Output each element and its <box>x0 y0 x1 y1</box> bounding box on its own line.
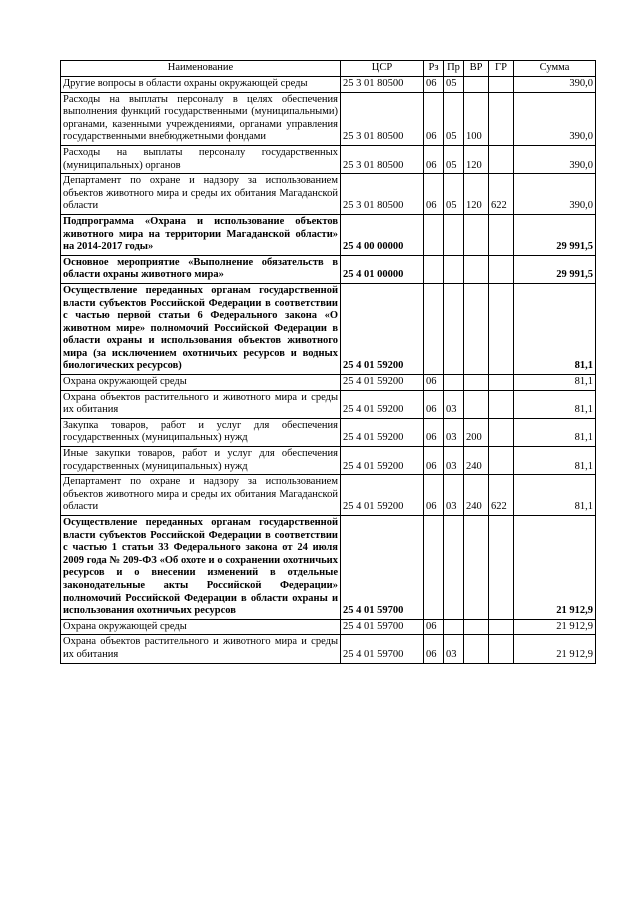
row-pr-cell: 05 <box>444 92 464 145</box>
row-csr-cell: 25 3 01 80500 <box>341 77 424 93</box>
row-sum-cell: 29 991,5 <box>514 255 596 283</box>
row-rz-cell: 06 <box>424 174 444 215</box>
header-gr: ГР <box>489 61 514 77</box>
row-pr-cell: 03 <box>444 447 464 475</box>
row-csr-cell: 25 4 01 59700 <box>341 516 424 620</box>
row-sum-cell: 390,0 <box>514 145 596 173</box>
row-csr-cell: 25 4 01 59200 <box>341 375 424 391</box>
row-name-cell: Расходы на выплаты персоналу государственных (муниципальных) органов <box>61 145 341 173</box>
row-name-cell: Осуществление переданных органам государственной власти субъектов Российской Федерации в соответствии с частью первой статьи 6 Федерального закона «О животном мире» полномочий Российской Федерации в области охраны и использования объектов животного мира (за исключением охотничьих ресурсов и водных биологических ресурсов) <box>61 283 341 374</box>
row-gr-cell: 622 <box>489 475 514 516</box>
row-sum-cell: 81,1 <box>514 475 596 516</box>
row-vr-cell: 240 <box>464 447 489 475</box>
row-vr-cell: 120 <box>464 174 489 215</box>
row-vr-cell <box>464 375 489 391</box>
header-pr: Пр <box>444 61 464 77</box>
row-csr-cell: 25 4 01 59200 <box>341 418 424 446</box>
row-pr-cell <box>444 214 464 255</box>
row-pr-cell <box>444 255 464 283</box>
table-header <box>61 61 596 77</box>
row-csr-cell: 25 4 01 59700 <box>341 619 424 635</box>
row-sum-cell: 29 991,5 <box>514 214 596 255</box>
row-sum-cell: 21 912,9 <box>514 619 596 635</box>
header-row <box>61 61 596 77</box>
row-rz-cell: 06 <box>424 447 444 475</box>
row-sum-cell: 81,1 <box>514 390 596 418</box>
row-gr-cell <box>489 375 514 391</box>
row-rz-cell <box>424 255 444 283</box>
row-sum-cell: 390,0 <box>514 174 596 215</box>
row-gr-cell <box>489 516 514 620</box>
row-gr-cell <box>489 418 514 446</box>
row-name-cell: Другие вопросы в области охраны окружающей среды <box>61 77 341 93</box>
row-pr-cell: 05 <box>444 77 464 93</box>
row-vr-cell <box>464 619 489 635</box>
row-csr-cell: 25 3 01 80500 <box>341 145 424 173</box>
row-gr-cell <box>489 619 514 635</box>
row-sum-cell: 81,1 <box>514 283 596 374</box>
row-rz-cell <box>424 516 444 620</box>
row-rz-cell: 06 <box>424 92 444 145</box>
row-vr-cell: 240 <box>464 475 489 516</box>
row-sum-cell: 21 912,9 <box>514 635 596 663</box>
row-gr-cell <box>489 447 514 475</box>
row-name-cell: Охрана окружающей среды <box>61 619 341 635</box>
row-csr-cell: 25 4 01 59200 <box>341 475 424 516</box>
row-rz-cell <box>424 283 444 374</box>
table-row <box>61 174 596 215</box>
row-pr-cell: 03 <box>444 635 464 663</box>
row-vr-cell <box>464 635 489 663</box>
header-name: Наименование <box>61 61 341 77</box>
row-name-cell: Осуществление переданных органам государственной власти субъектов Российской Федерации в соответствии с частью 1 статьи 33 Федерального закона от 24 июля 2009 года № 209-ФЗ «Об охоте и о сохранении охотничьих ресурсов и о внесении изменений в отдельные законодательные акты Российской Федерации» полномочий Российской Федерации в области охраны и использования охотничьих ресурсов <box>61 516 341 620</box>
row-sum-cell: 81,1 <box>514 375 596 391</box>
row-sum-cell: 390,0 <box>514 77 596 93</box>
row-rz-cell: 06 <box>424 145 444 173</box>
row-rz-cell: 06 <box>424 635 444 663</box>
budget-table <box>60 60 596 664</box>
table-row <box>61 619 596 635</box>
table-row <box>61 516 596 620</box>
row-vr-cell: 100 <box>464 92 489 145</box>
row-vr-cell: 200 <box>464 418 489 446</box>
row-pr-cell <box>444 516 464 620</box>
row-gr-cell <box>489 77 514 93</box>
row-sum-cell: 81,1 <box>514 418 596 446</box>
row-gr-cell <box>489 214 514 255</box>
row-vr-cell: 120 <box>464 145 489 173</box>
row-rz-cell: 06 <box>424 375 444 391</box>
table-row <box>61 418 596 446</box>
row-gr-cell <box>489 283 514 374</box>
row-rz-cell: 06 <box>424 418 444 446</box>
row-sum-cell: 21 912,9 <box>514 516 596 620</box>
row-csr-cell: 25 4 01 59200 <box>341 283 424 374</box>
row-rz-cell: 06 <box>424 390 444 418</box>
row-gr-cell <box>489 390 514 418</box>
row-pr-cell <box>444 375 464 391</box>
header-rz: Рз <box>424 61 444 77</box>
header-csr: ЦСР <box>341 61 424 77</box>
row-csr-cell: 25 4 00 00000 <box>341 214 424 255</box>
row-pr-cell: 05 <box>444 145 464 173</box>
row-pr-cell: 03 <box>444 475 464 516</box>
row-sum-cell: 81,1 <box>514 447 596 475</box>
row-vr-cell <box>464 214 489 255</box>
row-name-cell: Охрана окружающей среды <box>61 375 341 391</box>
row-pr-cell: 03 <box>444 390 464 418</box>
row-gr-cell <box>489 145 514 173</box>
row-name-cell: Закупка товаров, работ и услуг для обеспечения государственных (муниципальных) нужд <box>61 418 341 446</box>
row-csr-cell: 25 3 01 80500 <box>341 92 424 145</box>
table-row <box>61 475 596 516</box>
table-row <box>61 375 596 391</box>
row-name-cell: Иные закупки товаров, работ и услуг для обеспечения государственных (муниципальных) нужд <box>61 447 341 475</box>
row-pr-cell <box>444 619 464 635</box>
row-gr-cell: 622 <box>489 174 514 215</box>
table-row <box>61 255 596 283</box>
row-name-cell: Департамент по охране и надзору за использованием объектов животного мира и среды их обитания Магаданской области <box>61 174 341 215</box>
table-row <box>61 77 596 93</box>
row-vr-cell <box>464 255 489 283</box>
row-vr-cell <box>464 77 489 93</box>
row-name-cell: Основное мероприятие «Выполнение обязательств в области охраны животного мира» <box>61 255 341 283</box>
row-name-cell: Охрана объектов растительного и животного мира и среды их обитания <box>61 390 341 418</box>
row-gr-cell <box>489 635 514 663</box>
row-rz-cell <box>424 214 444 255</box>
row-csr-cell: 25 4 01 59200 <box>341 390 424 418</box>
row-pr-cell: 05 <box>444 174 464 215</box>
table-row <box>61 92 596 145</box>
row-rz-cell: 06 <box>424 619 444 635</box>
row-gr-cell <box>489 255 514 283</box>
row-csr-cell: 25 3 01 80500 <box>341 174 424 215</box>
row-csr-cell: 25 4 01 00000 <box>341 255 424 283</box>
row-vr-cell <box>464 283 489 374</box>
row-rz-cell: 06 <box>424 77 444 93</box>
table-row <box>61 283 596 374</box>
row-vr-cell <box>464 516 489 620</box>
row-sum-cell: 390,0 <box>514 92 596 145</box>
row-name-cell: Расходы на выплаты персоналу в целях обеспечения выполнения функций государственными (муниципальными) органами, казенными учреждениями, органами управления государственными внебюджетными фондами <box>61 92 341 145</box>
row-rz-cell: 06 <box>424 475 444 516</box>
table-body <box>61 77 596 664</box>
header-vr: ВР <box>464 61 489 77</box>
row-vr-cell <box>464 390 489 418</box>
header-sum: Сумма <box>514 61 596 77</box>
table-row <box>61 145 596 173</box>
table-row <box>61 447 596 475</box>
row-name-cell: Департамент по охране и надзору за использованием объектов животного мира и среды их обитания Магаданской области <box>61 475 341 516</box>
table-row <box>61 635 596 663</box>
row-pr-cell <box>444 283 464 374</box>
row-pr-cell: 03 <box>444 418 464 446</box>
row-gr-cell <box>489 92 514 145</box>
table-row <box>61 214 596 255</box>
row-name-cell: Охрана объектов растительного и животного мира и среды их обитания <box>61 635 341 663</box>
table-row <box>61 390 596 418</box>
row-name-cell: Подпрограмма «Охрана и использование объектов животного мира на территории Магаданской области» на 2014-2017 годы» <box>61 214 341 255</box>
row-csr-cell: 25 4 01 59200 <box>341 447 424 475</box>
row-csr-cell: 25 4 01 59700 <box>341 635 424 663</box>
